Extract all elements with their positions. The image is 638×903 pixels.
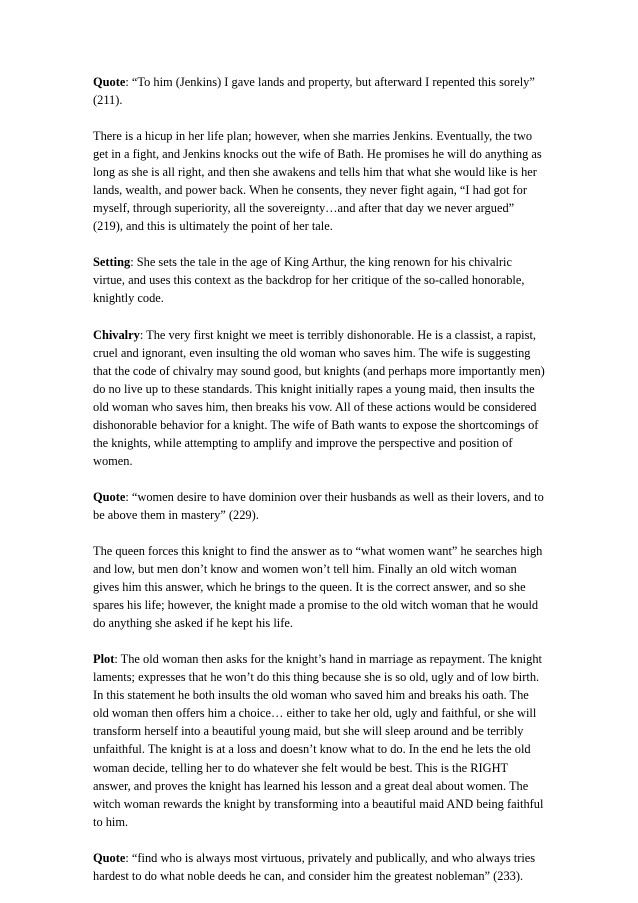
quote-paragraph-3 xyxy=(93,849,545,885)
paragraph-text: There is a hicup in her life plan; however, when she marries Jenkins. Eventually, the two get in a fight, and Jenkins knocks out the wife of Bath. He promises he will do anything as long as she is all right, and then she awakens and tells him that what she would like is her lands, wealth, and power back. When he consents, they never fight again, “I had got for myself, through superiority, all the sovereignty…and after that day we never argued” (219), and this is ultimately the point of her tale. xyxy=(93,129,542,234)
plot-paragraph xyxy=(93,650,545,830)
document-page xyxy=(93,73,545,903)
quote-label: Quote xyxy=(93,850,126,865)
quote-label: Quote xyxy=(93,75,126,89)
setting-paragraph xyxy=(93,253,545,307)
paragraph-text: : The old woman then asks for the knight’s hand in marriage as repayment. The knight laments; expresses that he won’t do this thing because she is so old, ugly and of low birth. In this statement he both insults the old woman who saved him and breaks his oath. The old woman then offers him a choice… either to take her old, ugly and faithful, or she will transform herself into a beautiful young maid, but she will sleep around and be terribly unfaithful. The knight is at a loss and doesn’t know what to do. In the end he lets the old woman decide, telling her to do whatever she felt would be best. This is the RIGHT answer, and proves the knight has learned his lesson and a great deal about women. The witch woman rewards the knight by transforming into a beautiful maid AND being faithful to him. xyxy=(93,652,544,829)
quote-paragraph-1 xyxy=(93,73,545,109)
jenkins-paragraph xyxy=(93,127,545,235)
queen-paragraph xyxy=(93,542,545,632)
paragraph-text: : “To him (Jenkins) I gave lands and property, but afterward I repented this sorely” (211). xyxy=(93,75,535,108)
quote-paragraph-2 xyxy=(93,488,545,524)
chivalry-label: Chivalry xyxy=(93,327,140,342)
chivalry-paragraph xyxy=(93,326,545,470)
paragraph-text: : “find who is always most virtuous, privately and publically, and who always tries hardest to do what noble deeds he can, and consider him the greatest nobleman” (233). xyxy=(93,850,536,883)
paragraph-text: : She sets the tale in the age of King Arthur, the king renown for his chivalric virtue, and uses this context as the backdrop for her critique of the so-called honorable, knightly code. xyxy=(93,255,525,306)
paragraph-text: The queen forces this knight to find the answer as to “what women want” he searches high and low, but men don’t know and women won’t tell him. Finally an old witch woman gives him this answer, which he brings to the queen. It is the correct answer, and so she spares his life; however, the knight made a promise to the old witch woman that he would do anything she asked if he kept his life. xyxy=(93,543,543,631)
plot-label: Plot xyxy=(93,652,115,667)
paragraph-text: : The very first knight we meet is terribly dishonorable. He is a classist, a rapist, cruel and ignorant, even insulting the old woman who saves him. The wife is suggesting that the code of chivalry may sound good, but knights (and perhaps more importantly men) do no live up to these standards. This knight initially rapes a young maid, then insults the old woman who saves him, then breaks his vow. All of these actions would be considered dishonorable behavior for a knight. The wife of Bath wants to expose the shortcomings of the knights, while attempting to amplify and improve the perspective and position of women. xyxy=(93,327,545,468)
setting-label: Setting xyxy=(93,255,131,270)
paragraph-text: : “women desire to have dominion over their husbands as well as their lovers, and to be above them in mastery” (229). xyxy=(93,489,544,522)
quote-label: Quote xyxy=(93,489,126,504)
